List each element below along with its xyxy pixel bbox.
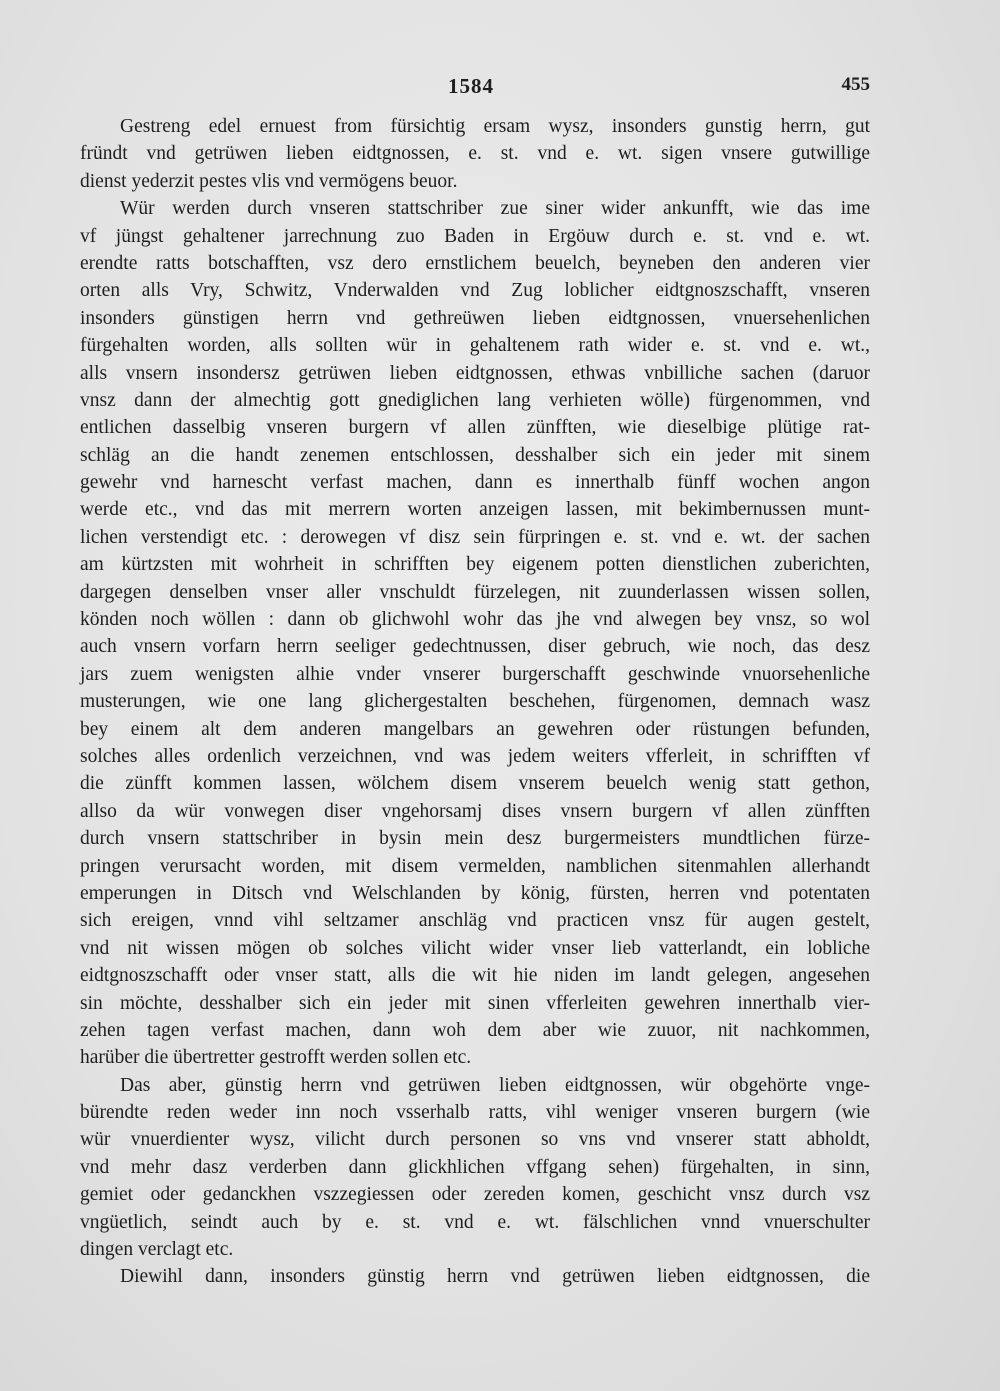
text-line: durch vnsern stattschriber in bysin mein desz burgermeisters mundtlichen fürze- <box>80 828 870 850</box>
text-line: die zünfft kommen lassen, wölchem disem vnserem beuelch wenig statt gethon, <box>80 773 870 795</box>
text-line: wür vnuerdienter wysz, vilicht durch personen so vns vnd vnserer statt abholdt, <box>80 1129 870 1151</box>
text-line: erendte ratts botschafften, vsz dero ernstlichem beuelch, beyneben den anderen vier <box>80 252 870 274</box>
text-line: auch vnsern vorfarn herrn seeliger gedechtnussen, diser gebruch, wie noch, das desz <box>80 636 870 658</box>
text-line: dienst yederzit pestes vlis vnd vermögens beuor. <box>80 170 458 192</box>
text-line: am kürtzsten mit wohrheit in schrifften bey eigenem potten dienstlichen zuberichten, <box>80 554 870 576</box>
text-line: gemiet oder gedanckhen vszzegiessen oder zereden komen, geschicht vnsz durch vsz <box>80 1184 870 1206</box>
text-line: orten alls Vry, Schwitz, Vnderwalden vnd Zug loblicher eidtgnoszschafft, vnseren <box>80 280 870 302</box>
body-text <box>80 113 870 1291</box>
text-line: fründt vnd getrüwen lieben eidtgnossen, e. st. vnd e. wt. sigen vnsere gutwillige <box>80 143 870 165</box>
text-line: vnsz dann der almechtig gott gnediglichen lang verhieten wölle) fürgenommen, vnd <box>80 389 870 411</box>
text-line: Gestreng edel ernuest from fürsichtig ersam wysz, insonders gunstig herrn, gut <box>120 116 870 137</box>
text-line: bey einem alt dem anderen mangelbars an gewehren oder rüstungen befunden, <box>80 718 870 740</box>
text-line: werde etc., vnd das mit merrern worten anzeigen lassen, mit bekimbernussen munt- <box>80 499 870 521</box>
text-line: bürendte reden weder inn noch vsserhalb ratts, vihl weniger vnseren burgern (wie <box>80 1102 870 1124</box>
text-line: alls vnsern insondersz getrüwen lieben eidtgnossen, ethwas vnbilliche sachen (daruor <box>80 362 870 384</box>
text-line: vnd nit wissen mögen ob solches vilicht wider vnser lieb vatterlandt, ein lobliche <box>80 937 870 959</box>
text-line: insonders günstigen herrn vnd gethreüwen lieben eidtgnossen, vnuersehenlichen <box>80 307 870 329</box>
text-line: eidtgnoszschafft oder vnser statt, alls die wit hie niden im landt gelegen, angesehen <box>80 965 870 987</box>
text-line: vnd mehr dasz verderben dann glickhlichen vffgang sehen) fürgehalten, in sinn, <box>80 1156 870 1178</box>
text-line: sich ereigen, vnnd vihl seltzamer anschläg vnd practicen vnsz für augen gestelt, <box>80 910 870 932</box>
text-line: lichen verstendigt etc. : derowegen vf disz sein fürpringen e. st. vnd e. wt. der sachen <box>80 526 870 548</box>
text-line: vf jüngst gehaltener jarrechnung zuo Baden in Ergöuw durch e. st. vnd e. wt. <box>80 225 870 247</box>
text-line: musterungen, wie one lang glichergestalten beschehen, fürgenomen, demnach wasz <box>80 691 870 713</box>
text-line: pringen verursacht worden, mit disem vermelden, namblichen sitenmahlen allerhandt <box>80 855 870 877</box>
text-line: harüber die übertretter gestrofft werden sollen etc. <box>80 1047 472 1069</box>
text-line: emperungen in Ditsch vnd Welschlanden by könig, fürsten, herren vnd potentaten <box>80 882 870 904</box>
text-line: schläg an die handt zenemen entschlossen, desshalber sich ein jeder mit sinem <box>80 444 870 466</box>
text-line: Diewihl dann, insonders günstig herrn vnd getrüwen lieben eidtgnossen, die <box>120 1266 870 1288</box>
page-header <box>80 74 870 104</box>
text-line: entlichen dasselbig vnseren burgern vf allen zünfften, wie dieselbige plütige rat- <box>80 417 870 439</box>
text-line: zehen tagen verfast machen, dann woh dem aber wie zuuor, nit nachkommen, <box>80 1019 870 1041</box>
text-line: Das aber, günstig herrn vnd getrüwen lieben eidtgnossen, wür obgehörte vnge- <box>120 1074 870 1096</box>
text-line: allso da wür vonwegen diser vngehorsamj dises vnsern burgern vf allen zünfften <box>80 800 870 822</box>
text-line: sin möchte, desshalber sich ein jeder mit sinen vfferleiten gewehren innerthalb vier- <box>80 992 870 1014</box>
text-line: gewehr vnd harnescht verfast machen, dann es innerthalb fünff wochen angon <box>80 472 870 494</box>
text-line: fürgehalten worden, alls sollten wür in gehaltenem rath wider e. st. vnd e. wt., <box>80 335 870 357</box>
header-year: 1584 <box>448 74 494 98</box>
text-line: jars zuem wenigsten alhie vnder vnserer burgerschafft geschwinde vnuorsehenliche <box>80 663 870 685</box>
text-line: dargegen denselben vnser aller vnschuldt fürzelegen, nit zuunderlassen wissen sollen, <box>80 581 870 603</box>
text-line: vngüetlich, seindt auch by e. st. vnd e. wt. fälschlichen vnnd vnuerschulter <box>80 1211 870 1233</box>
text-line: Wür werden durch vnseren stattschriber zue siner wider ankunfft, wie das ime <box>120 198 870 220</box>
text-line: dingen verclagt etc. <box>80 1239 234 1261</box>
text-line: könden noch wöllen : dann ob glichwohl wohr das jhe vnd alwegen bey vnsz, so wol <box>80 609 870 631</box>
page-number: 455 <box>841 74 870 95</box>
text-line: solches alles ordenlich verzeichnen, vnd was jedem weiters vfferleit, in schrifften vf <box>80 745 870 767</box>
